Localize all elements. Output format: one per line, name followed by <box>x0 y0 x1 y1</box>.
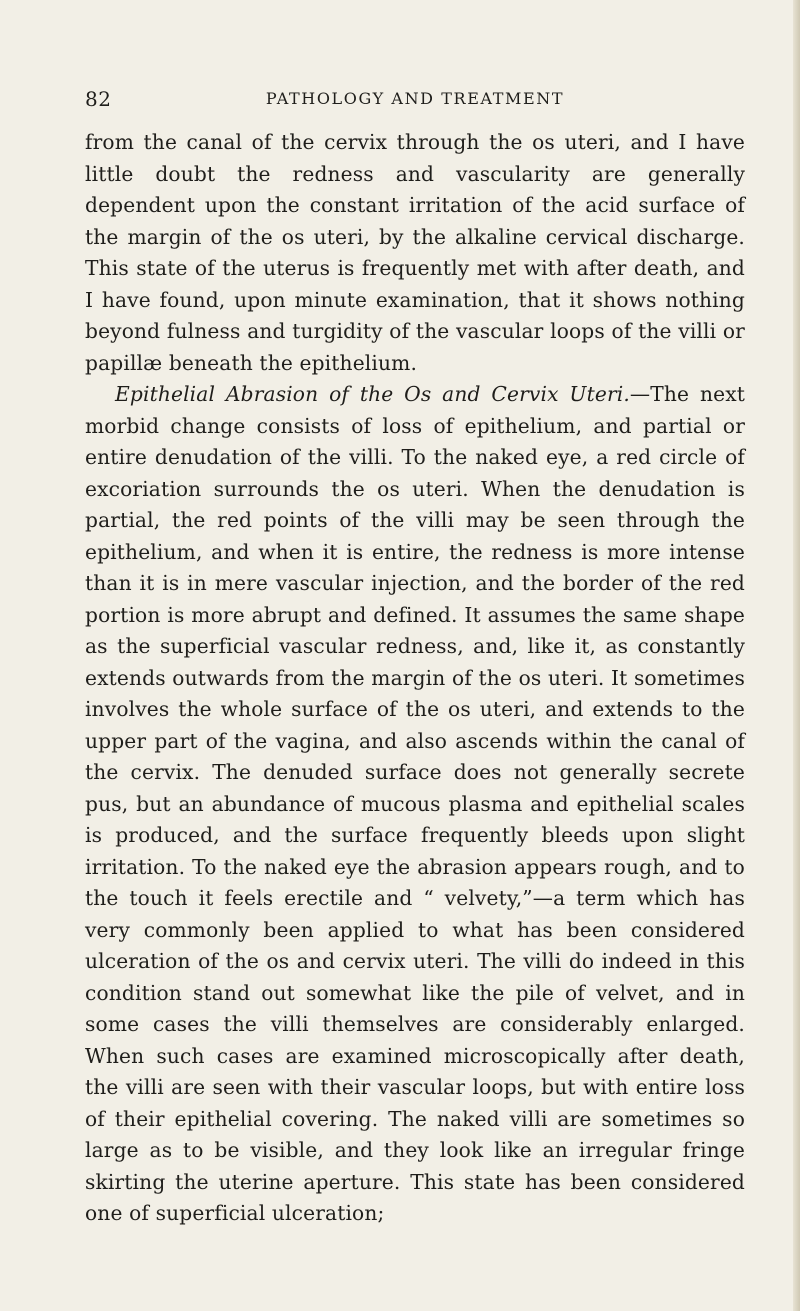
page-edge-shadow <box>793 0 800 1311</box>
paragraph-epithelial-abrasion <box>85 379 745 1230</box>
body-text <box>85 127 745 1230</box>
section-title: Epithelial Abrasion of the Os and Cervix Uteri. <box>115 382 630 406</box>
paragraph-text: from the canal of the cervix through the os uteri, and I have little doubt the redness and vascularity are generally dependent upon the constant irritation of the acid surface of the margin of the os uteri, by the alkaline cervical discharge. This state of the uterus is frequently met with after death, and I have found, upon minute examination, that it shows nothing beyond fulness and turgidity of the vascular loops of the villi or papillæ beneath the epithelium. <box>85 130 745 375</box>
paragraph-text: —The next morbid change consists of loss of epithelium, and partial or entire denudation of the villi. To the naked eye, a red circle of excoriation surrounds the os uteri. When the denudation is partial, the red points of the villi may be seen through the epithelium, and when it is entire, the redness is more intense than it is in mere vascular injection, and the border of the red portion is more abrupt and defined. It assumes the same shape as the superficial vascular redness, and, like it, as constantly extends outwards from the margin of the os uteri. It sometimes involves the whole surface of the os uteri, and extends to the upper part of the vagina, and also ascends within the canal of the cervix. The denuded surface does not generally secrete pus, but an abundance of mucous plasma and epithelial scales is produced, and the surface frequently bleeds upon slight irritation. To the naked eye the abrasion appears rough, and to the touch it feels erectile and “ velvety,”—a term which has very commonly been applied to what has been considered ulceration of the os and cervix uteri. The villi do indeed in this condition stand out somewhat like the pile of velvet, and in some cases the villi themselves are considerably enlarged. When such cases are examined microscopically after death, the villi are seen with their vascular loops, but with entire loss of their epithelial covering. The naked villi are sometimes so large as to be visible, and they look like an irregular fringe skirting the uterine aperture. This state has been considered one of superficial ulceration; <box>85 382 745 1225</box>
paragraph-continuation <box>85 127 745 379</box>
running-title: PATHOLOGY AND TREATMENT <box>265 89 565 108</box>
page-header <box>85 87 745 115</box>
page-number: 82 <box>85 87 112 111</box>
